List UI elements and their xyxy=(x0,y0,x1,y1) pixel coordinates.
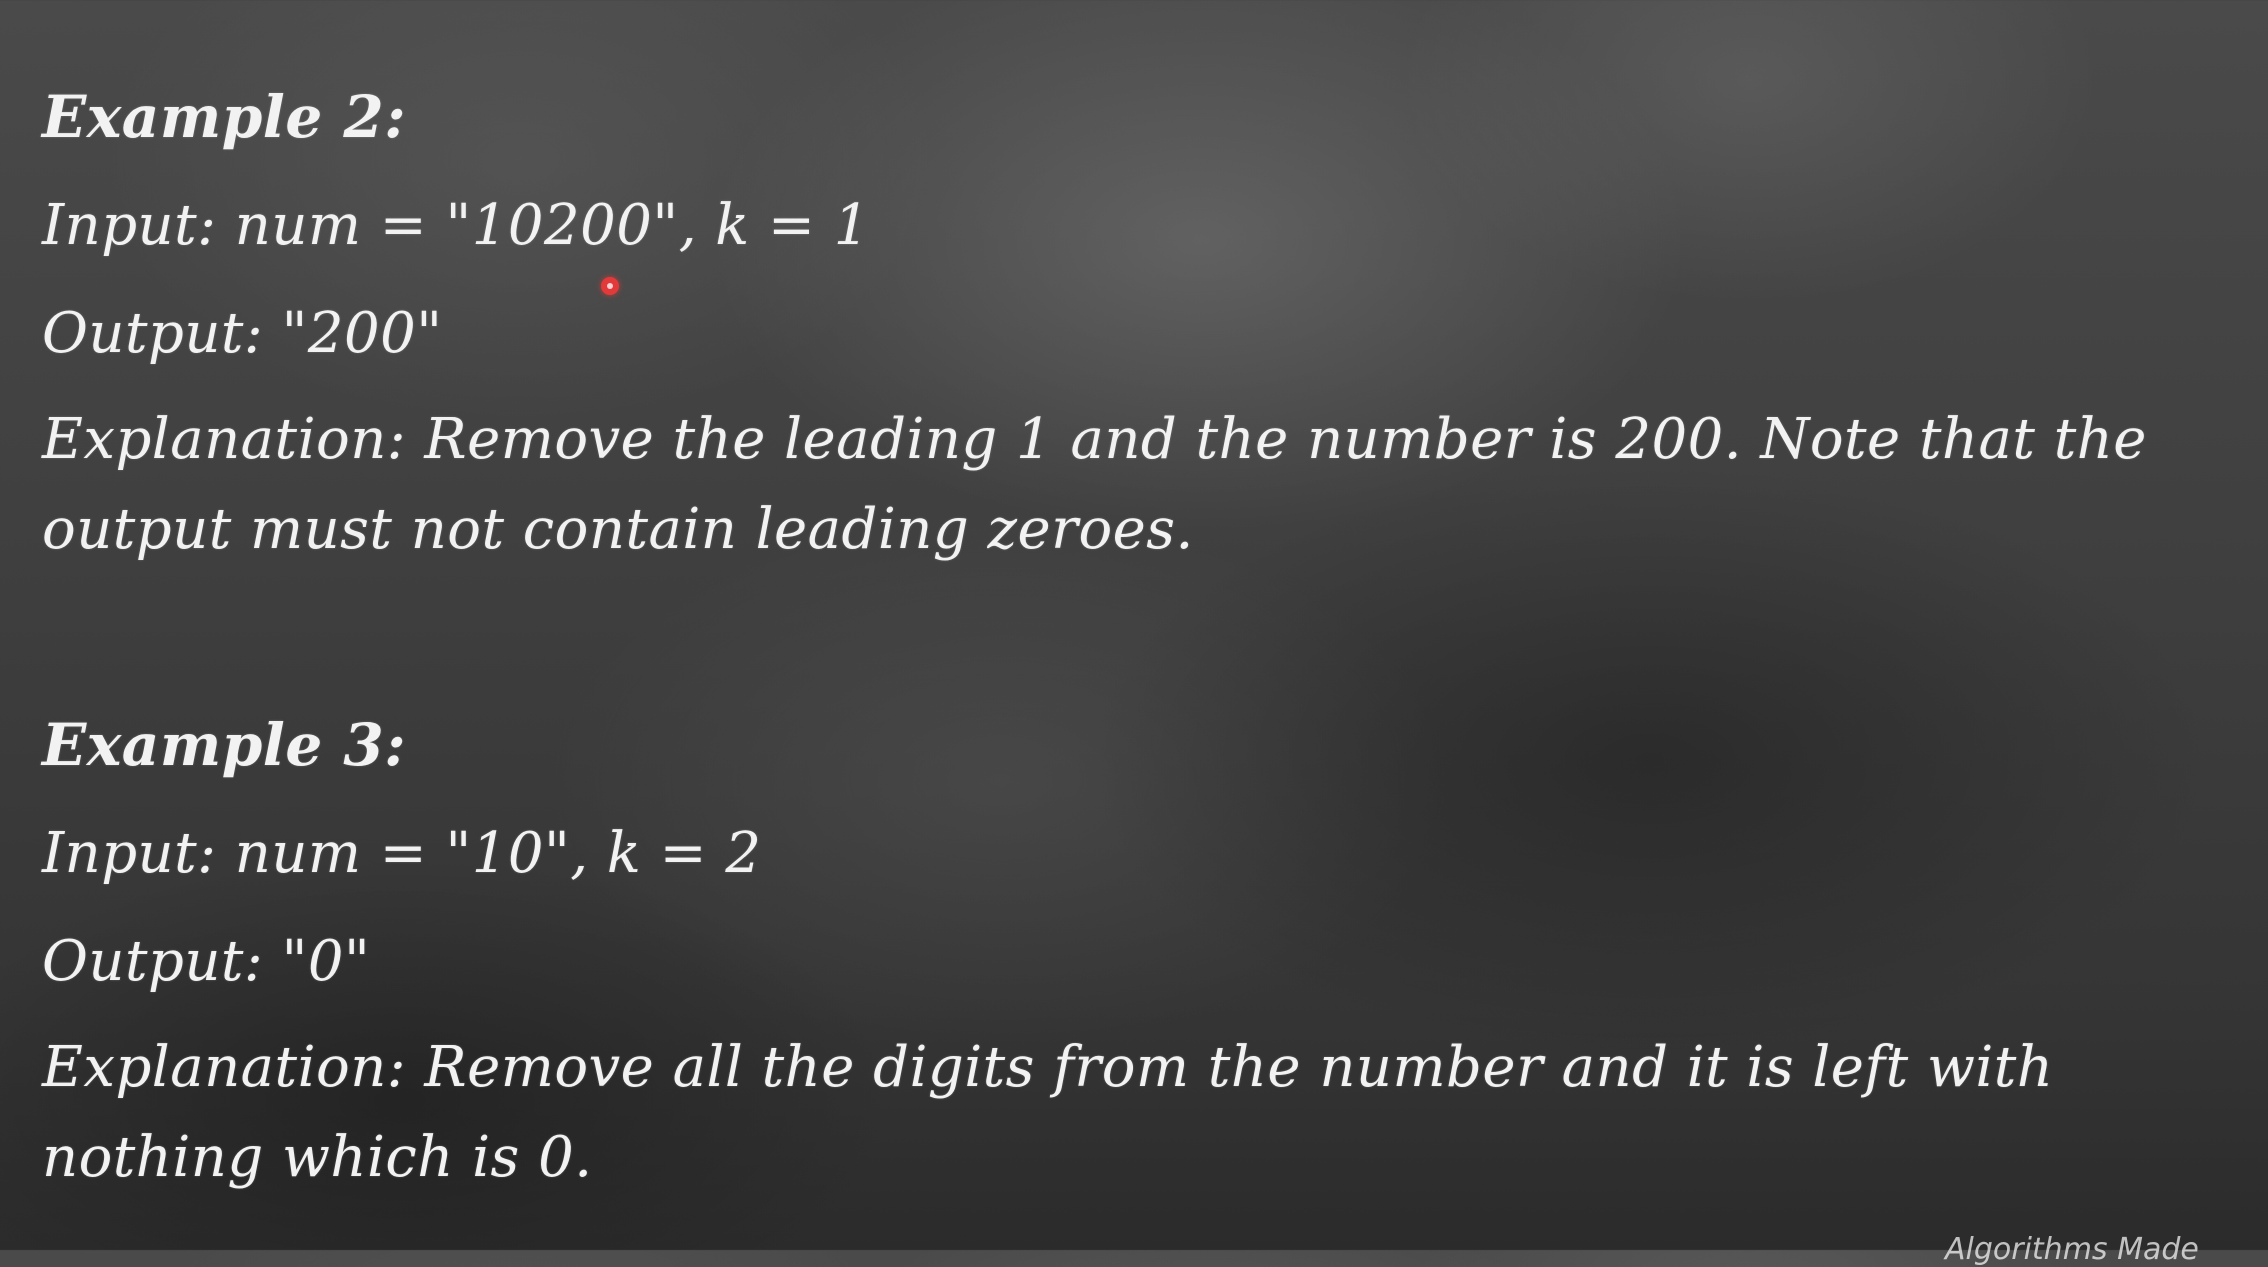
example-2-input: Input: num = "10200", k = 1 xyxy=(42,193,870,258)
example-2-output: Output: "200" xyxy=(42,301,443,366)
channel-watermark: Algorithms Made xyxy=(1945,1232,2199,1267)
example-3-explanation-line-2: nothing which is 0. xyxy=(42,1125,593,1190)
example-2-explanation-line-1: Explanation: Remove the leading 1 and the number is 200. Note that the xyxy=(42,407,2147,472)
example-2-explanation-line-2: output must not contain leading zeroes. xyxy=(42,497,1194,562)
example-3-explanation-line-1: Explanation: Remove all the digits from the number and it is left with xyxy=(42,1035,2054,1100)
example-3-output: Output: "0" xyxy=(42,929,371,994)
example-3-heading: Example 3: xyxy=(42,711,407,779)
example-2-heading: Example 2: xyxy=(42,83,407,151)
example-3-input: Input: num = "10", k = 2 xyxy=(42,821,762,886)
laser-pointer-icon xyxy=(601,277,619,295)
